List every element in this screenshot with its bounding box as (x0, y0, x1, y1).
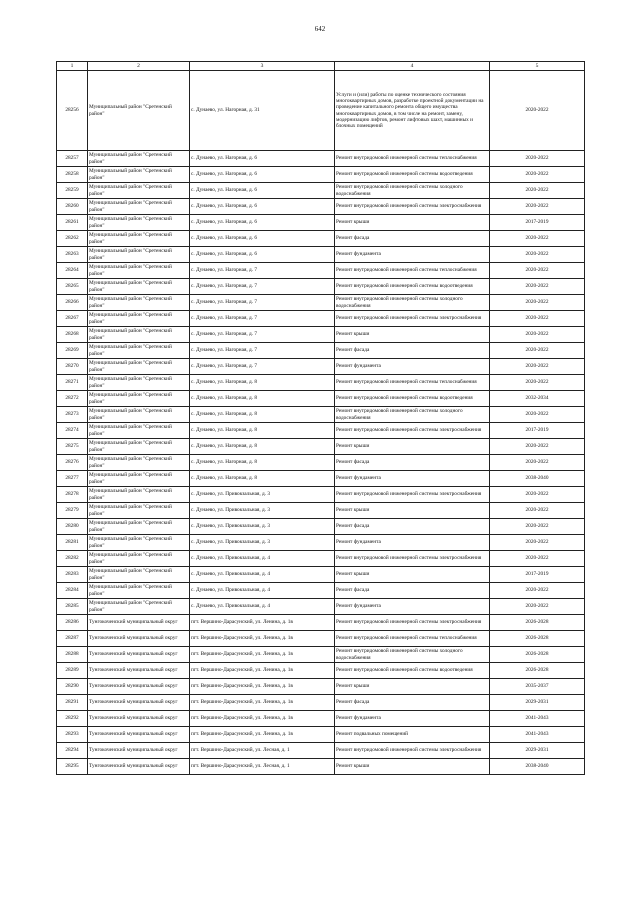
period-cell: 2020-2022 (490, 407, 585, 423)
municipality-cell: Тунгокоченский муниципальный округ (88, 647, 190, 663)
municipality-cell: Муниципальный район "Сретенский район" (88, 247, 190, 263)
row-number-cell: 28280 (57, 519, 88, 535)
row-number-cell: 28269 (57, 343, 88, 359)
column-header: 4 (335, 62, 490, 71)
row-number-cell: 28292 (57, 711, 88, 727)
page-number: 642 (314, 25, 326, 33)
period-cell: 2026-2028 (490, 631, 585, 647)
address-cell: с. Дунаево, ул. Нагорная, д. 6 (190, 199, 335, 215)
address-cell: с. Дунаево, ул. Нагорная, д. 8 (190, 471, 335, 487)
municipality-cell: Муниципальный район "Сретенский район" (88, 343, 190, 359)
table-row (57, 727, 585, 743)
row-number-cell: 28262 (57, 231, 88, 247)
work-type-cell: Ремонт внутридомовой инженерной системы электроснабжения (335, 311, 490, 327)
work-type-cell: Ремонт внутридомовой инженерной системы водоотведения (335, 391, 490, 407)
municipality-cell: Тунгокоченский муниципальный округ (88, 663, 190, 679)
row-number-cell: 28278 (57, 487, 88, 503)
row-number-cell: 28276 (57, 455, 88, 471)
period-cell: 2020-2022 (490, 183, 585, 199)
table-row (57, 535, 585, 551)
table-row (57, 695, 585, 711)
address-cell: пгт. Вершино-Дарасунский, ул. Ленина, д. 1в (190, 695, 335, 711)
address-cell: с. Дунаево, ул. Привокзальная, д. 4 (190, 583, 335, 599)
period-cell: 2020-2022 (490, 151, 585, 167)
work-type-cell: Ремонт внутридомовой инженерной системы водоотведения (335, 167, 490, 183)
municipality-cell: Тунгокоченский муниципальный округ (88, 711, 190, 727)
address-cell: с. Дунаево, ул. Нагорная, д. 8 (190, 423, 335, 439)
table-row (57, 743, 585, 759)
address-cell: с. Дунаево, ул. Нагорная, д. 7 (190, 327, 335, 343)
row-number-cell: 28266 (57, 295, 88, 311)
period-cell: 2041-2043 (490, 711, 585, 727)
address-cell: с. Дунаево, ул. Нагорная, д. 6 (190, 247, 335, 263)
work-type-cell: Ремонт крыши (335, 327, 490, 343)
work-type-cell: Услуги и (или) работы по оценке технического состояния многоквартирных домов, разработке проектной документации на проведение капитального ремонта общего имущества многоквартирных домов, в том числе на ремонт, замену, модернизацию лифтов, ремонт лифтовых шахт, машинных и блочных помещений (335, 71, 490, 151)
period-cell: 2020-2022 (490, 311, 585, 327)
table-row (57, 327, 585, 343)
table-row (57, 423, 585, 439)
municipality-cell: Муниципальный район "Сретенский район" (88, 279, 190, 295)
address-cell: с. Дунаево, ул. Привокзальная, д. 3 (190, 519, 335, 535)
row-number-cell: 28279 (57, 503, 88, 519)
row-number-cell: 28274 (57, 423, 88, 439)
municipality-cell: Муниципальный район "Сретенский район" (88, 375, 190, 391)
table-row (57, 567, 585, 583)
address-cell: с. Дунаево, ул. Нагорная, д. 7 (190, 343, 335, 359)
table-row (57, 679, 585, 695)
address-cell: с. Дунаево, ул. Привокзальная, д. 4 (190, 567, 335, 583)
row-number-cell: 28288 (57, 647, 88, 663)
work-type-cell: Ремонт внутридомовой инженерной системы электроснабжения (335, 487, 490, 503)
table-row (57, 503, 585, 519)
row-number-cell: 28294 (57, 743, 88, 759)
period-cell: 2020-2022 (490, 263, 585, 279)
row-number-cell: 28259 (57, 183, 88, 199)
work-type-cell: Ремонт фундамента (335, 535, 490, 551)
period-cell: 2020-2022 (490, 551, 585, 567)
period-cell: 2026-2028 (490, 663, 585, 679)
period-cell: 2020-2022 (490, 199, 585, 215)
municipality-cell: Муниципальный район "Сретенский район" (88, 199, 190, 215)
municipality-cell: Тунгокоченский муниципальный округ (88, 759, 190, 775)
period-cell: 2020-2022 (490, 583, 585, 599)
address-cell: с. Дунаево, ул. Привокзальная, д. 3 (190, 503, 335, 519)
municipality-cell: Муниципальный район "Сретенский район" (88, 359, 190, 375)
table-row (57, 471, 585, 487)
municipality-cell: Муниципальный район "Сретенский район" (88, 487, 190, 503)
row-number-cell: 28275 (57, 439, 88, 455)
row-number-cell: 28265 (57, 279, 88, 295)
row-number-cell: 28263 (57, 247, 88, 263)
period-cell: 2020-2022 (490, 503, 585, 519)
table-row (57, 583, 585, 599)
table-row (57, 311, 585, 327)
row-number-cell: 28272 (57, 391, 88, 407)
row-number-cell: 28268 (57, 327, 88, 343)
address-cell: с. Дунаево, ул. Нагорная, д. 6 (190, 215, 335, 231)
municipality-cell: Тунгокоченский муниципальный округ (88, 727, 190, 743)
work-type-cell: Ремонт внутридомовой инженерной системы теплоснабжения (335, 151, 490, 167)
work-type-cell: Ремонт внутридомовой инженерной системы теплоснабжения (335, 375, 490, 391)
work-type-cell: Ремонт крыши (335, 679, 490, 695)
table-row (57, 407, 585, 423)
row-number-cell: 28286 (57, 615, 88, 631)
row-number-cell: 28284 (57, 583, 88, 599)
municipality-cell: Муниципальный район "Сретенский район" (88, 503, 190, 519)
table-row (57, 487, 585, 503)
address-cell: пгт. Вершино-Дарасунский, ул. Ленина, д. 1в (190, 647, 335, 663)
municipality-cell: Муниципальный район "Сретенский район" (88, 151, 190, 167)
municipality-cell: Муниципальный район "Сретенский район" (88, 423, 190, 439)
row-number-cell: 28256 (57, 71, 88, 151)
work-type-cell: Ремонт внутридомовой инженерной системы холодного водоснабжения (335, 295, 490, 311)
row-number-cell: 28273 (57, 407, 88, 423)
row-number-cell: 28290 (57, 679, 88, 695)
row-number-cell: 28287 (57, 631, 88, 647)
period-cell: 2017-2019 (490, 215, 585, 231)
municipality-cell: Муниципальный район "Сретенский район" (88, 551, 190, 567)
municipality-cell: Муниципальный район "Сретенский район" (88, 231, 190, 247)
municipality-cell: Муниципальный район "Сретенский район" (88, 407, 190, 423)
address-cell: с. Дунаево, ул. Нагорная, д. 6 (190, 231, 335, 247)
table-row (57, 247, 585, 263)
address-cell: с. Дунаево, ул. Привокзальная, д. 3 (190, 535, 335, 551)
table-row (57, 663, 585, 679)
municipality-cell: Муниципальный район "Сретенский район" (88, 183, 190, 199)
municipality-cell: Муниципальный район "Сретенский район" (88, 263, 190, 279)
address-cell: с. Дунаево, ул. Нагорная, д. 6 (190, 151, 335, 167)
table-row (57, 711, 585, 727)
work-type-cell: Ремонт подвальных помещений (335, 727, 490, 743)
table-row (57, 231, 585, 247)
municipality-cell: Муниципальный район "Сретенский район" (88, 71, 190, 151)
work-type-cell: Ремонт крыши (335, 439, 490, 455)
table-row (57, 391, 585, 407)
work-type-cell: Ремонт внутридомовой инженерной системы электроснабжения (335, 615, 490, 631)
period-cell: 2020-2022 (490, 167, 585, 183)
work-type-cell: Ремонт крыши (335, 503, 490, 519)
period-cell: 2038-2040 (490, 471, 585, 487)
address-cell: с. Дунаево, ул. Нагорная, д. 7 (190, 359, 335, 375)
period-cell: 2026-2028 (490, 615, 585, 631)
period-cell: 2020-2022 (490, 599, 585, 615)
period-cell: 2020-2022 (490, 487, 585, 503)
work-type-cell: Ремонт внутридомовой инженерной системы холодного водоснабжения (335, 183, 490, 199)
address-cell: пгт. Вершино-Дарасунский, ул. Ленина, д. 1в (190, 615, 335, 631)
period-cell: 2035-2037 (490, 679, 585, 695)
repair-schedule-table (56, 61, 585, 775)
address-cell: с. Дунаево, ул. Нагорная, д. 7 (190, 263, 335, 279)
municipality-cell: Тунгокоченский муниципальный округ (88, 679, 190, 695)
period-cell: 2020-2022 (490, 295, 585, 311)
address-cell: с. Дунаево, ул. Нагорная, д. 8 (190, 375, 335, 391)
table-row (57, 647, 585, 663)
period-cell: 2020-2022 (490, 359, 585, 375)
period-cell: 2017-2019 (490, 567, 585, 583)
address-cell: с. Дунаево, ул. Нагорная, д. 7 (190, 279, 335, 295)
address-cell: с. Дунаево, ул. Нагорная, д. 6 (190, 183, 335, 199)
address-cell: пгт. Вершино-Дарасунский, ул. Ленина, д. 1в (190, 679, 335, 695)
municipality-cell: Муниципальный район "Сретенский район" (88, 455, 190, 471)
period-cell: 2020-2022 (490, 279, 585, 295)
period-cell: 2020-2022 (490, 247, 585, 263)
table-row (57, 167, 585, 183)
period-cell: 2020-2022 (490, 231, 585, 247)
work-type-cell: Ремонт внутридомовой инженерной системы электроснабжения (335, 423, 490, 439)
address-cell: пгт. Вершино-Дарасунский, ул. Ленина, д. 1в (190, 663, 335, 679)
row-number-cell: 28277 (57, 471, 88, 487)
period-cell: 2020-2022 (490, 343, 585, 359)
work-type-cell: Ремонт внутридомовой инженерной системы водоотведения (335, 279, 490, 295)
work-type-cell: Ремонт фундамента (335, 247, 490, 263)
work-type-cell: Ремонт фасада (335, 231, 490, 247)
work-type-cell: Ремонт фундамента (335, 359, 490, 375)
work-type-cell: Ремонт внутридомовой инженерной системы электроснабжения (335, 743, 490, 759)
row-number-cell: 28257 (57, 151, 88, 167)
work-type-cell: Ремонт крыши (335, 215, 490, 231)
work-type-cell: Ремонт фасада (335, 519, 490, 535)
work-type-cell: Ремонт фундамента (335, 471, 490, 487)
table-row (57, 279, 585, 295)
work-type-cell: Ремонт внутридомовой инженерной системы электроснабжения (335, 551, 490, 567)
period-cell: 2029-2031 (490, 743, 585, 759)
period-cell: 2029-2031 (490, 695, 585, 711)
row-number-cell: 28264 (57, 263, 88, 279)
table-header-row (57, 62, 585, 71)
row-number-cell: 28261 (57, 215, 88, 231)
address-cell: с. Дунаево, ул. Нагорная, д. 31 (190, 71, 335, 151)
row-number-cell: 28293 (57, 727, 88, 743)
address-cell: пгт. Вершино-Дарасунский, ул. Лесная, д. 1 (190, 759, 335, 775)
period-cell: 2020-2022 (490, 535, 585, 551)
municipality-cell: Муниципальный район "Сретенский район" (88, 567, 190, 583)
work-type-cell: Ремонт фундамента (335, 599, 490, 615)
work-type-cell: Ремонт фасада (335, 695, 490, 711)
municipality-cell: Муниципальный район "Сретенский район" (88, 471, 190, 487)
address-cell: пгт. Вершино-Дарасунский, ул. Ленина, д. 1в (190, 631, 335, 647)
work-type-cell: Ремонт внутридомовой инженерной системы холодного водоснабжения (335, 647, 490, 663)
work-type-cell: Ремонт внутридомовой инженерной системы теплоснабжения (335, 263, 490, 279)
municipality-cell: Муниципальный район "Сретенский район" (88, 327, 190, 343)
table-row (57, 215, 585, 231)
table-row (57, 151, 585, 167)
table-row (57, 71, 585, 151)
period-cell: 2020-2022 (490, 519, 585, 535)
address-cell: с. Дунаево, ул. Нагорная, д. 7 (190, 295, 335, 311)
period-cell: 2020-2022 (490, 439, 585, 455)
row-number-cell: 28291 (57, 695, 88, 711)
row-number-cell: 28270 (57, 359, 88, 375)
table-row (57, 199, 585, 215)
period-cell: 2026-2028 (490, 647, 585, 663)
municipality-cell: Муниципальный район "Сретенский район" (88, 439, 190, 455)
work-type-cell: Ремонт внутридомовой инженерной системы водоотведения (335, 663, 490, 679)
work-type-cell: Ремонт внутридомовой инженерной системы электроснабжения (335, 199, 490, 215)
address-cell: с. Дунаево, ул. Нагорная, д. 6 (190, 167, 335, 183)
period-cell: 2017-2019 (490, 423, 585, 439)
period-cell: 2038-2040 (490, 759, 585, 775)
work-type-cell: Ремонт фундамента (335, 711, 490, 727)
work-type-cell: Ремонт внутридомовой инженерной системы теплоснабжения (335, 631, 490, 647)
municipality-cell: Муниципальный район "Сретенский район" (88, 295, 190, 311)
table-row (57, 359, 585, 375)
table-row (57, 183, 585, 199)
period-cell: 2032-2034 (490, 391, 585, 407)
municipality-cell: Муниципальный район "Сретенский район" (88, 535, 190, 551)
period-cell: 2041-2043 (490, 727, 585, 743)
municipality-cell: Муниципальный район "Сретенский район" (88, 391, 190, 407)
table-row (57, 375, 585, 391)
table-row (57, 599, 585, 615)
work-type-cell: Ремонт фасада (335, 455, 490, 471)
address-cell: с. Дунаево, ул. Нагорная, д. 8 (190, 391, 335, 407)
row-number-cell: 28271 (57, 375, 88, 391)
municipality-cell: Муниципальный район "Сретенский район" (88, 583, 190, 599)
work-type-cell: Ремонт фасада (335, 583, 490, 599)
table-row (57, 615, 585, 631)
table-row (57, 263, 585, 279)
municipality-cell: Тунгокоченский муниципальный округ (88, 615, 190, 631)
row-number-cell: 28282 (57, 551, 88, 567)
work-type-cell: Ремонт фасада (335, 343, 490, 359)
row-number-cell: 28283 (57, 567, 88, 583)
municipality-cell: Муниципальный район "Сретенский район" (88, 215, 190, 231)
row-number-cell: 28281 (57, 535, 88, 551)
work-type-cell: Ремонт внутридомовой инженерной системы холодного водоснабжения (335, 407, 490, 423)
table-row (57, 455, 585, 471)
table-body (57, 71, 585, 775)
column-header: 3 (190, 62, 335, 71)
table-row (57, 439, 585, 455)
address-cell: с. Дунаево, ул. Нагорная, д. 8 (190, 407, 335, 423)
period-cell: 2020-2022 (490, 455, 585, 471)
address-cell: пгт. Вершино-Дарасунский, ул. Ленина, д. 1в (190, 711, 335, 727)
municipality-cell: Муниципальный район "Сретенский район" (88, 311, 190, 327)
work-type-cell: Ремонт крыши (335, 567, 490, 583)
row-number-cell: 28285 (57, 599, 88, 615)
row-number-cell: 28260 (57, 199, 88, 215)
municipality-cell: Тунгокоченский муниципальный округ (88, 743, 190, 759)
municipality-cell: Тунгокоченский муниципальный округ (88, 631, 190, 647)
address-cell: с. Дунаево, ул. Нагорная, д. 7 (190, 311, 335, 327)
address-cell: с. Дунаево, ул. Привокзальная, д. 3 (190, 487, 335, 503)
address-cell: с. Дунаево, ул. Привокзальная, д. 4 (190, 551, 335, 567)
table-row (57, 295, 585, 311)
table-row (57, 631, 585, 647)
table-row (57, 519, 585, 535)
column-header: 2 (88, 62, 190, 71)
address-cell: с. Дунаево, ул. Нагорная, д. 8 (190, 455, 335, 471)
address-cell: с. Дунаево, ул. Привокзальная, д. 4 (190, 599, 335, 615)
column-header: 5 (490, 62, 585, 71)
municipality-cell: Муниципальный район "Сретенский район" (88, 167, 190, 183)
period-cell: 2020-2022 (490, 327, 585, 343)
address-cell: с. Дунаево, ул. Нагорная, д. 8 (190, 439, 335, 455)
row-number-cell: 28289 (57, 663, 88, 679)
column-header: 1 (57, 62, 88, 71)
address-cell: пгт. Вершино-Дарасунский, ул. Ленина, д. 1в (190, 727, 335, 743)
period-cell: 2020-2022 (490, 375, 585, 391)
table-row (57, 759, 585, 775)
row-number-cell: 28267 (57, 311, 88, 327)
table-row (57, 551, 585, 567)
row-number-cell: 28295 (57, 759, 88, 775)
table-row (57, 343, 585, 359)
work-type-cell: Ремонт крыши (335, 759, 490, 775)
municipality-cell: Муниципальный район "Сретенский район" (88, 519, 190, 535)
row-number-cell: 28258 (57, 167, 88, 183)
municipality-cell: Тунгокоченский муниципальный округ (88, 695, 190, 711)
municipality-cell: Муниципальный район "Сретенский район" (88, 599, 190, 615)
period-cell: 2020-2022 (490, 71, 585, 151)
address-cell: пгт. Вершино-Дарасунский, ул. Лесная, д. 1 (190, 743, 335, 759)
